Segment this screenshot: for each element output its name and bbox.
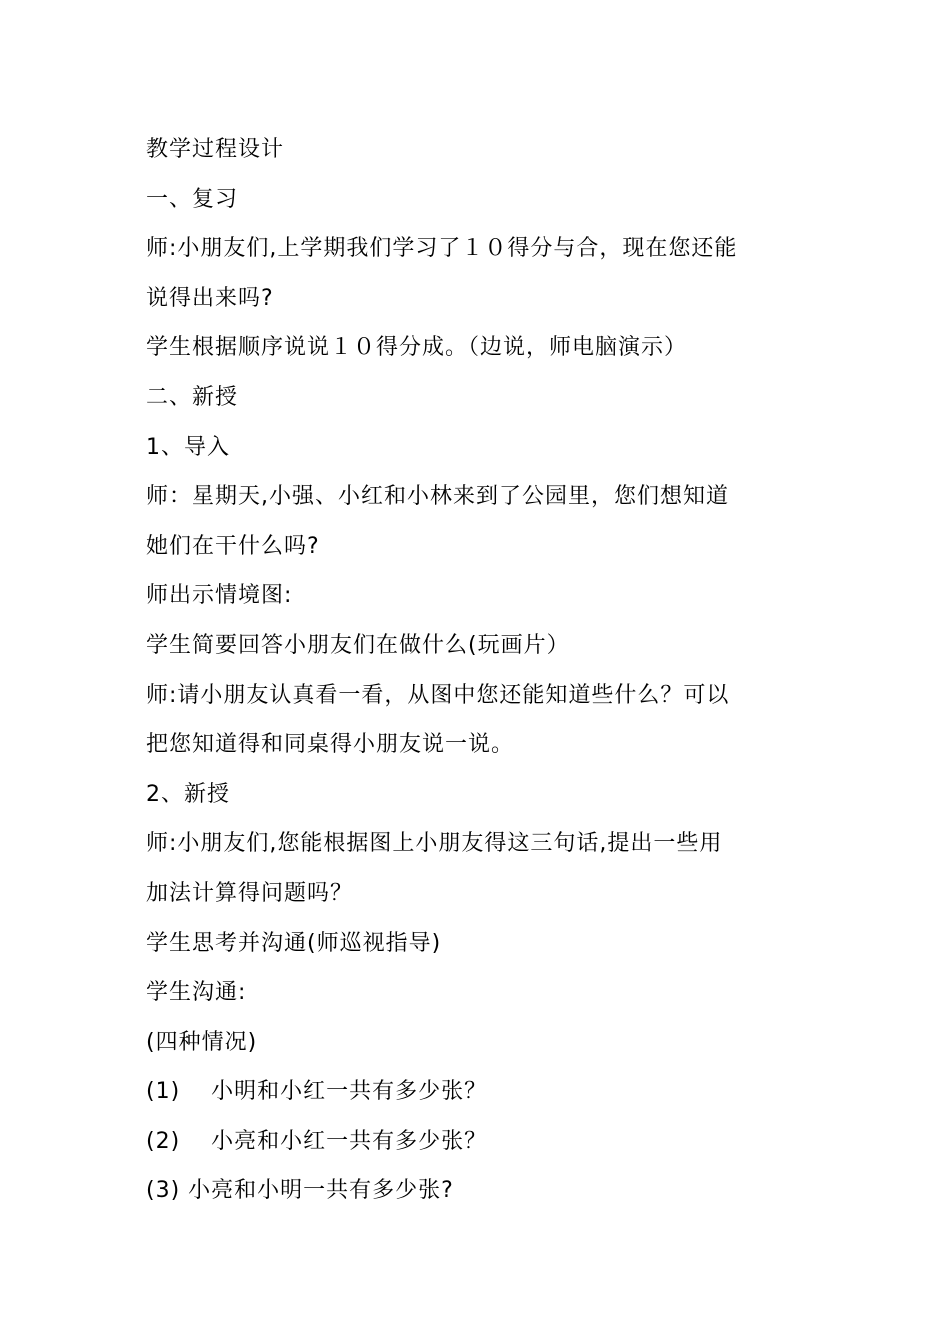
subheading-introduction: 1、导入	[146, 434, 230, 460]
paragraph-line: 把您知道得和同桌得小朋友说一说。	[146, 732, 515, 758]
list-item: (2) 小亮和小红一共有多少张？	[146, 1128, 488, 1154]
heading-review: 一、复习	[146, 186, 239, 212]
list-item: (1) 小明和小红一共有多少张？	[146, 1079, 488, 1105]
paragraph-line: 师:小朋友们,您能根据图上小朋友得这三句话,提出一些用	[146, 831, 723, 857]
paragraph-line: 师出示情境图:	[146, 583, 293, 609]
paragraph-line: 她们在干什么吗?	[146, 533, 320, 559]
paragraph-line: 学生沟通:	[146, 980, 247, 1006]
paragraph-line: 学生根据顺序说说１０得分成。（边说，师电脑演示）	[146, 335, 688, 361]
paragraph-line: 学生思考并沟通(师巡视指导)	[146, 930, 442, 956]
paragraph-line: 师:请小朋友认真看一看，从图中您还能知道些什么？可以	[146, 682, 730, 708]
heading-new-lesson: 二、新授	[146, 384, 239, 410]
paragraph-line: 师：星期天,小强、小红和小林来到了公园里，您们想知道	[146, 484, 729, 510]
paragraph-line: 加法计算得问题吗？	[146, 880, 354, 906]
lesson-plan-text	[146, 125, 826, 1216]
section-title: 教学过程设计	[146, 137, 285, 162]
paragraph-line: (四种情况)	[146, 1029, 258, 1055]
paragraph-line: 说得出来吗?	[146, 285, 274, 311]
paragraph-line: 师:小朋友们,上学期我们学习了１０得分与合，现在您还能	[146, 236, 738, 262]
list-item: (3) 小亮和小明一共有多少张?	[146, 1178, 454, 1204]
subheading-new-lesson: 2、新授	[146, 781, 230, 807]
paragraph-line: 学生简要回答小朋友们在做什么(玩画片）	[146, 632, 570, 658]
